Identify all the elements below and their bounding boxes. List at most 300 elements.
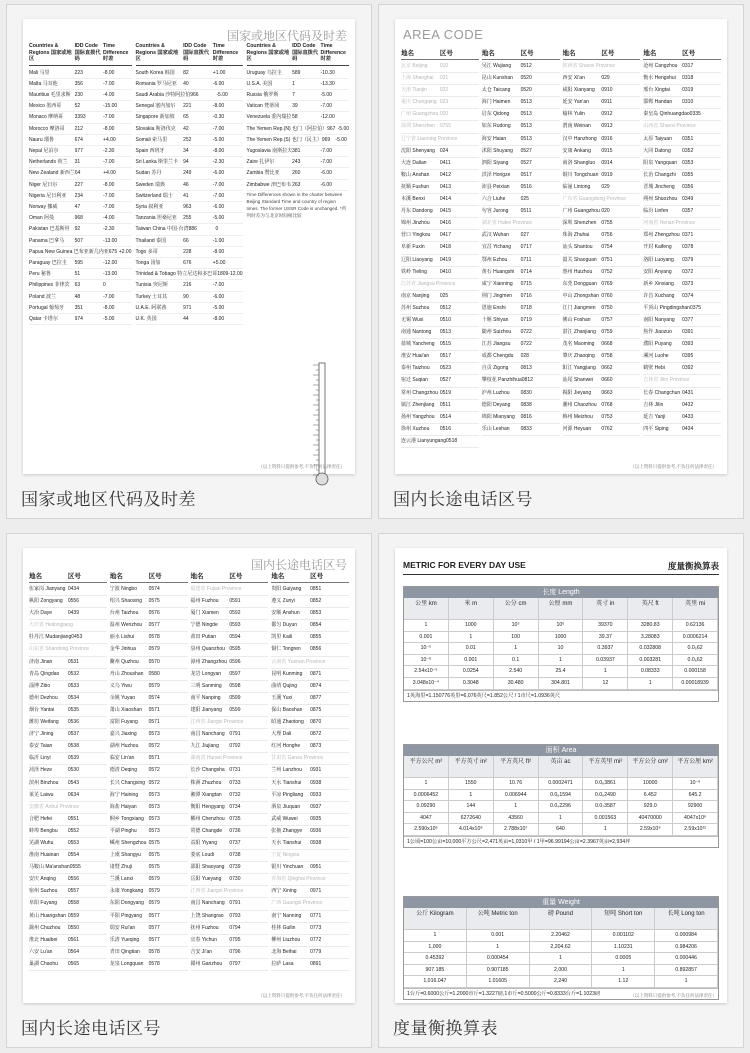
conversion-cell: 0.0₄2296 (539, 801, 584, 813)
city-name: 吴江 Wujiang (481, 63, 512, 69)
area-code: 0579 (148, 646, 160, 653)
area-code: 0561 (67, 936, 79, 943)
table-cell: New Zealand 新西兰 (29, 170, 75, 177)
area-code: 0734 (229, 803, 241, 810)
conversion-cell: 0.0₆2490 (583, 790, 628, 802)
city-name: 张掖 Zhangye (271, 827, 303, 834)
table-row (643, 279, 721, 291)
conversion-cell: 2.788x10⁷ (494, 824, 539, 836)
header-cell: 地名 (643, 50, 657, 57)
table-cell: Russia 俄罗斯 (246, 91, 279, 98)
table-row (563, 85, 641, 97)
table-row (136, 146, 243, 157)
table-cell: +5.00 (212, 259, 226, 266)
conversion-cell: 30.480 (494, 678, 539, 690)
city-name: 朔州 Shuozhou (643, 196, 678, 203)
city-name: 平阳 Pingyang (109, 912, 142, 919)
table-cell: -7.00 (103, 203, 115, 210)
city-name: 丹东 Dandong (401, 208, 433, 215)
city-name: 临安 Lin'an (109, 755, 135, 762)
conversion-cell: 0.032808 (628, 643, 673, 655)
city-name: 贵阳 Guiyang (271, 586, 302, 592)
table-row (29, 146, 132, 157)
table-row (482, 315, 560, 327)
table-cell: The Yemen Rep.(S) 也门（民主） (246, 136, 322, 143)
column-header (136, 43, 243, 66)
table-row (643, 230, 721, 242)
table-cell: 351 (74, 304, 83, 311)
province-row (271, 753, 349, 765)
city-name: 山西省 Shanxi Province (643, 123, 696, 130)
city-name: 福州 Fuzhou (190, 598, 219, 605)
table-row (271, 632, 349, 644)
unit-header: 长吨 Long ton (655, 908, 718, 930)
table-cell: 977 (74, 147, 83, 154)
table-cell: Qatar 卡塔尔 (29, 315, 58, 322)
province-row (482, 218, 560, 230)
area-code-table (29, 572, 349, 991)
province-row (191, 717, 269, 729)
header-cell: 区号 (682, 50, 696, 57)
table-row (136, 314, 243, 325)
conversion-cell: 1 (467, 942, 530, 954)
table-row (401, 375, 479, 387)
city-name: 沈阳 Shenyang (401, 147, 435, 154)
table-cell: Mauritius 毛里求斯 (29, 91, 71, 98)
city-name: 东阳 Dongyang (109, 900, 144, 907)
conversion-cell: 0.09290 (404, 801, 449, 813)
table-cell: Tonga 汤加 (135, 259, 161, 266)
city-name: 吉安 Ji'an (190, 948, 213, 955)
table-cell: 92 (74, 226, 81, 233)
area-code: 025 (520, 196, 529, 203)
table-cell: 227 (74, 181, 83, 188)
table-cell: 243 (292, 159, 301, 166)
header-cell: 区号 (229, 573, 243, 580)
table-row (482, 158, 560, 170)
table-row (191, 620, 269, 632)
area-code: 0794 (229, 924, 241, 931)
table-row (643, 255, 721, 267)
area-code: 0576 (148, 610, 160, 617)
conversion-cell: 0.001 (449, 655, 494, 667)
area-code: 0914 (601, 159, 613, 166)
city-name: 甘肃省 Gansu Province (271, 755, 324, 762)
area-column (191, 572, 269, 991)
table-cell: 886 (188, 226, 197, 233)
table-cell: -13.00 (103, 237, 118, 244)
table-cell: 94 (183, 159, 189, 166)
area-code (323, 753, 349, 764)
table-row (563, 158, 641, 170)
conversion-cell: 1 (494, 801, 539, 813)
area-code: 0537 (67, 731, 79, 738)
table-row (29, 669, 107, 681)
header-cell: 区号 (67, 573, 81, 580)
area-code (243, 886, 268, 897)
city-name: 沧州 Cangzhou (643, 63, 678, 69)
table-cell: -2.30 (103, 147, 115, 154)
area-code: 0752 (601, 268, 613, 275)
city-name: 淮南 Huainan (29, 852, 60, 859)
table-row (191, 911, 269, 923)
area-code: 0722 (520, 329, 532, 336)
unit-header: 公吨 Metric ton (467, 908, 530, 930)
province-row (401, 279, 479, 291)
city-name: 东莞 Dongguan (562, 280, 597, 287)
area-code: 0910 (601, 87, 613, 94)
table-row (247, 68, 350, 79)
table-cell: 41 (183, 192, 189, 199)
area-code: 0515 (439, 341, 451, 348)
table-cell: The Yemen Rep.(N) 也门（阿拉伯） (246, 125, 328, 132)
table-row (401, 242, 479, 254)
conversion-cell: 0.1 (494, 655, 539, 667)
city-name: 海宁 Haining (109, 791, 139, 798)
city-name: 四平 Siping (643, 425, 669, 432)
table-row (29, 247, 132, 258)
table-cell: U.A.E. 阿联酋 (135, 304, 167, 311)
area-code: 022 (439, 87, 449, 94)
city-name: 牡丹江 Mudanjiang (29, 634, 72, 641)
table-cell: -4.00 (103, 215, 115, 222)
city-name: 北京 Beijing (401, 63, 428, 69)
area-code: 0919 (601, 171, 613, 178)
city-name: 德清 Deqing (109, 767, 137, 774)
area-code: 0573 (148, 827, 160, 834)
city-name: 九江 Jiujiang (190, 743, 219, 750)
city-name: 肇庆 Zhaoqing (562, 353, 595, 360)
table-cell: Trinidad & Tobago 特立尼达和多巴哥 (135, 271, 218, 278)
table-cell: 51 (74, 271, 81, 278)
table-cell: 31 (74, 159, 81, 166)
sheet-country-codes (23, 19, 355, 474)
area-code: 0378 (682, 244, 694, 251)
conversion-cell: 0.0₆62 (673, 655, 718, 667)
table-row (482, 121, 560, 133)
city-name: 辽阳 Liaoyang (401, 256, 433, 263)
area-code: 0792 (229, 743, 241, 750)
table-row (401, 206, 479, 218)
area-table (403, 744, 719, 848)
conversion-cell: 10⁶ (539, 620, 584, 632)
city-name: 曲靖 Qujing (271, 682, 298, 689)
area-code: 0736 (229, 827, 241, 834)
area-code: 0594 (229, 634, 241, 641)
city-name: 六安 Lu'an (29, 948, 53, 955)
area-code: 0595 (229, 646, 241, 653)
city-name: 青田 Qingtian (109, 948, 140, 955)
city-name: 南昌 Nanchang (190, 900, 225, 907)
table-cell: +4.00 (103, 136, 116, 143)
conversion-cell: 0.0254 (449, 666, 494, 678)
conversion-cell: 1 (404, 778, 449, 790)
table-row (29, 202, 132, 213)
conversion-cell: 907.185 (404, 965, 467, 977)
table-cell: -8.00 (103, 181, 115, 188)
area-code: 0772 (310, 936, 322, 943)
table-row (191, 898, 269, 910)
city-name: 商洛 Shangluo (562, 159, 596, 166)
conversion-note: 1台斤=0.6000公斤=1.2000市斤=1.3227磅,1市斤=0.5000公斤=0.8333台斤=1.1023磅 (404, 988, 718, 999)
area-code: 0732 (229, 791, 241, 798)
table-row (136, 68, 243, 79)
city-name: 漳州 Zhangzhou (190, 658, 227, 665)
city-name: 河源 Heyuan (562, 425, 592, 432)
conversion-cell: 1 (592, 965, 655, 977)
city-name: 平湖 Pinghu (109, 827, 137, 834)
city-name: 梅州 Meizhou (562, 413, 593, 420)
conversion-cell: 0.3937 (583, 643, 628, 655)
table-row (29, 935, 107, 947)
city-name: 枞阳 Zongyang (29, 598, 63, 605)
area-code: 0575 (148, 864, 160, 871)
table-cell: -5.00 (216, 91, 228, 98)
table-row (29, 693, 107, 705)
unit-header: 平方英尺 ft² (494, 756, 539, 778)
table-row (643, 170, 721, 182)
table-cell: 221 (183, 103, 192, 110)
area-code: 0392 (682, 365, 694, 372)
city-name: 攀枝花 Panzhihua (481, 377, 522, 384)
area-code: 0753 (601, 413, 613, 420)
table-row (191, 947, 269, 959)
panel-caption: 度量衡换算表 (393, 1019, 498, 1038)
table-cell: -8.00 (103, 125, 115, 132)
area-code: 0874 (310, 682, 322, 689)
table-row (247, 124, 350, 135)
table-row (271, 862, 349, 874)
table-row (563, 279, 641, 291)
area-code: 0791 (229, 900, 241, 907)
area-code: 0439 (67, 610, 79, 617)
conversion-cell: 1 (530, 953, 593, 965)
area-code: 020 (439, 111, 449, 118)
header-cell: IDD Code 国际直拨代码 (74, 43, 101, 62)
table-row (563, 109, 641, 121)
table-cell: 969 (321, 136, 331, 143)
area-code: 0916 (601, 135, 613, 142)
header-cell: 地名 (562, 50, 576, 57)
city-name: 乐山 Leshan (481, 425, 510, 432)
area-code: 0755 (601, 220, 613, 227)
table-cell: -8.00 (103, 69, 115, 76)
time-difference-note: Time Differences shown in the charter between Beijing Standard Time and country of region times. The former USSR Code is unchanged. *所列时差为与北京时间相比较 (246, 191, 347, 218)
city-name: 江西省 Jiangxi Province (190, 719, 244, 726)
metric-title (403, 560, 719, 575)
table-row (29, 236, 132, 247)
city-name: 本溪 Benxi (401, 196, 425, 203)
city-name: 许昌 Xuchang (643, 292, 675, 299)
area-code: 0512 (439, 304, 451, 311)
table-cell: Paraguay 巴拉圭 (29, 259, 67, 266)
conversion-cell: 3.28083 (628, 632, 673, 644)
panel-caption: 国家或地区代码及时差 (21, 490, 196, 509)
city-name: 临汾 Linfen (643, 208, 669, 215)
table-cell: 40 (183, 80, 189, 87)
city-name: 株洲 Zhuzhou (190, 779, 222, 786)
table-cell: 58 (292, 114, 298, 121)
table-cell: Sweden 瑞典 (135, 181, 165, 188)
table-row (247, 112, 350, 123)
table-row (110, 632, 188, 644)
conversion-cell: 0.0006214 (673, 632, 718, 644)
table-row (271, 608, 349, 620)
table-row (482, 230, 560, 242)
conversion-cell: 2,240 (530, 976, 593, 988)
table-row (643, 206, 721, 218)
conversion-cell: 0.0₆3861 (583, 778, 628, 790)
unit-header: 公斤 Kilogram (404, 908, 467, 930)
table-cell: Monaco 摩纳哥 (29, 114, 64, 121)
table-cell: -2.30 (212, 159, 225, 166)
conversion-cell: 0.984206 (655, 942, 718, 954)
area-code: 0931 (310, 767, 322, 774)
city-name: 嵊州 Shengzhou (109, 839, 147, 846)
panel-domestic-area-code (6, 533, 372, 1048)
area-code: 0718 (520, 304, 532, 311)
city-name: 桐乡 Tongxiang (109, 815, 144, 822)
column-header (271, 572, 349, 583)
table-cell: Peru 秘鲁 (29, 271, 51, 278)
area-code: 0870 (310, 719, 322, 726)
table-row (29, 303, 132, 314)
table-cell: -13.30 (320, 80, 335, 87)
conversion-grid (404, 756, 718, 836)
area-code: 0551 (67, 815, 79, 822)
table-cell: Taiwan China 中国·台湾 (135, 226, 189, 233)
table-row (563, 400, 641, 412)
table-row (643, 388, 721, 400)
table-cell: -5.00 (212, 304, 225, 311)
city-name: 宿迁 Suqian (401, 377, 428, 384)
city-name: 大同 Datong (643, 147, 671, 154)
city-name: 韶关 Shaoguan (562, 256, 597, 263)
table-row (110, 669, 188, 681)
table-cell: Turkey 土耳其 (135, 293, 167, 300)
province-row (643, 218, 721, 230)
table-row (110, 886, 188, 898)
table-cell: Mexico 墨西哥 (29, 103, 62, 110)
table-cell: 66 (183, 237, 189, 244)
area-code: 0318 (682, 75, 694, 82)
area-code (325, 657, 349, 668)
column-header (563, 49, 641, 60)
table-row (136, 258, 243, 269)
city-name: 南京 Nanjing (401, 292, 430, 299)
table-cell: Somali 索马里 (135, 136, 168, 143)
table-cell: +1.00 (212, 69, 226, 76)
table-cell: 46 (183, 181, 189, 188)
conversion-cell: 2.54x10⁻⁵ (404, 666, 449, 678)
city-name: 长治 Changzhi (643, 171, 676, 178)
city-name: 泉州 Quanzhou (190, 646, 225, 653)
city-name: 鄂州 Ezhou (481, 256, 508, 263)
table-cell: 966 (190, 91, 199, 98)
table-cell: Syria 叙利亚 (135, 203, 164, 210)
table-cell: -5.00 (337, 125, 350, 132)
header-cell: Time Difference 时差 (103, 43, 129, 62)
area-code: 0543 (67, 779, 79, 786)
conversion-cell: 0.907185 (467, 965, 530, 977)
area-code: 0854 (310, 622, 322, 629)
area-code: 0552 (67, 827, 79, 834)
area-code: 0938 (310, 839, 322, 846)
table-row (29, 741, 107, 753)
table-cell: 42 (183, 125, 189, 132)
city-name: 恩施 Enshi (481, 304, 506, 311)
city-name: 莆田 Putian (190, 634, 217, 641)
table-row (110, 644, 188, 656)
table-cell: Malta 马耳他 (29, 80, 58, 87)
area-code: 0550 (67, 924, 79, 931)
conversion-cell: 0.62136 (673, 620, 718, 632)
area-code: 0416 (439, 220, 451, 227)
table-row (29, 632, 107, 644)
area-code (310, 850, 349, 861)
header-cell: Time Difference 时差 (212, 43, 239, 62)
area-code: 0731 (229, 767, 241, 774)
city-name: 德阳 Deyang (481, 401, 511, 408)
table-row (482, 363, 560, 375)
table-row (191, 826, 269, 838)
conversion-cell: 43560 (494, 813, 539, 825)
area-code: 0434 (67, 586, 79, 592)
city-name: 南平 Nanping (190, 694, 221, 701)
city-name: 滁州 Chuzhou (29, 924, 61, 931)
table-cell: -7.00 (212, 282, 225, 289)
table-row (136, 112, 243, 123)
country-column (136, 43, 243, 462)
city-name: 邢台 Xingtai (643, 87, 670, 94)
table-row (401, 339, 479, 351)
footnote: （以上资料只提供参考,不负任何法律责任） (258, 993, 345, 998)
table-cell: 0 (103, 282, 106, 289)
city-name: 秦皇岛 Qinhuangdao (643, 111, 690, 118)
table-cell: 48 (74, 293, 81, 300)
area-code: 0578 (148, 960, 160, 967)
area-code (696, 121, 721, 132)
table-cell: Romania 罗马尼亚 (135, 80, 177, 87)
table-row (401, 182, 479, 194)
city-name: 青海省 Qinghai Province (271, 876, 326, 883)
city-name: 扬州 Yangzhou (401, 413, 435, 420)
area-code: 0351 (682, 135, 694, 142)
table-row (482, 182, 560, 194)
table-row (643, 400, 721, 412)
table-row (271, 584, 349, 596)
table-row (271, 741, 349, 753)
table-row (401, 267, 479, 279)
area-code: 0768 (601, 401, 613, 408)
table-row (191, 923, 269, 935)
table-row (401, 146, 479, 158)
city-name: 成都 Chengdu (481, 353, 514, 360)
conversion-cell: 40470000 (628, 813, 673, 825)
area-code: 0579 (148, 682, 160, 689)
area-code: 020 (601, 208, 610, 215)
table-row (29, 79, 132, 90)
area-code: 0737 (229, 839, 241, 846)
table-cell: 0 (215, 226, 219, 233)
city-name: 大冶 Daye (29, 610, 53, 617)
table-row (191, 657, 269, 669)
city-name: 锦州 Jinzhou (401, 220, 430, 227)
table-cell: 230 (74, 91, 83, 98)
table-row (29, 191, 132, 202)
table-row (563, 146, 641, 158)
area-code: 0933 (310, 791, 322, 798)
